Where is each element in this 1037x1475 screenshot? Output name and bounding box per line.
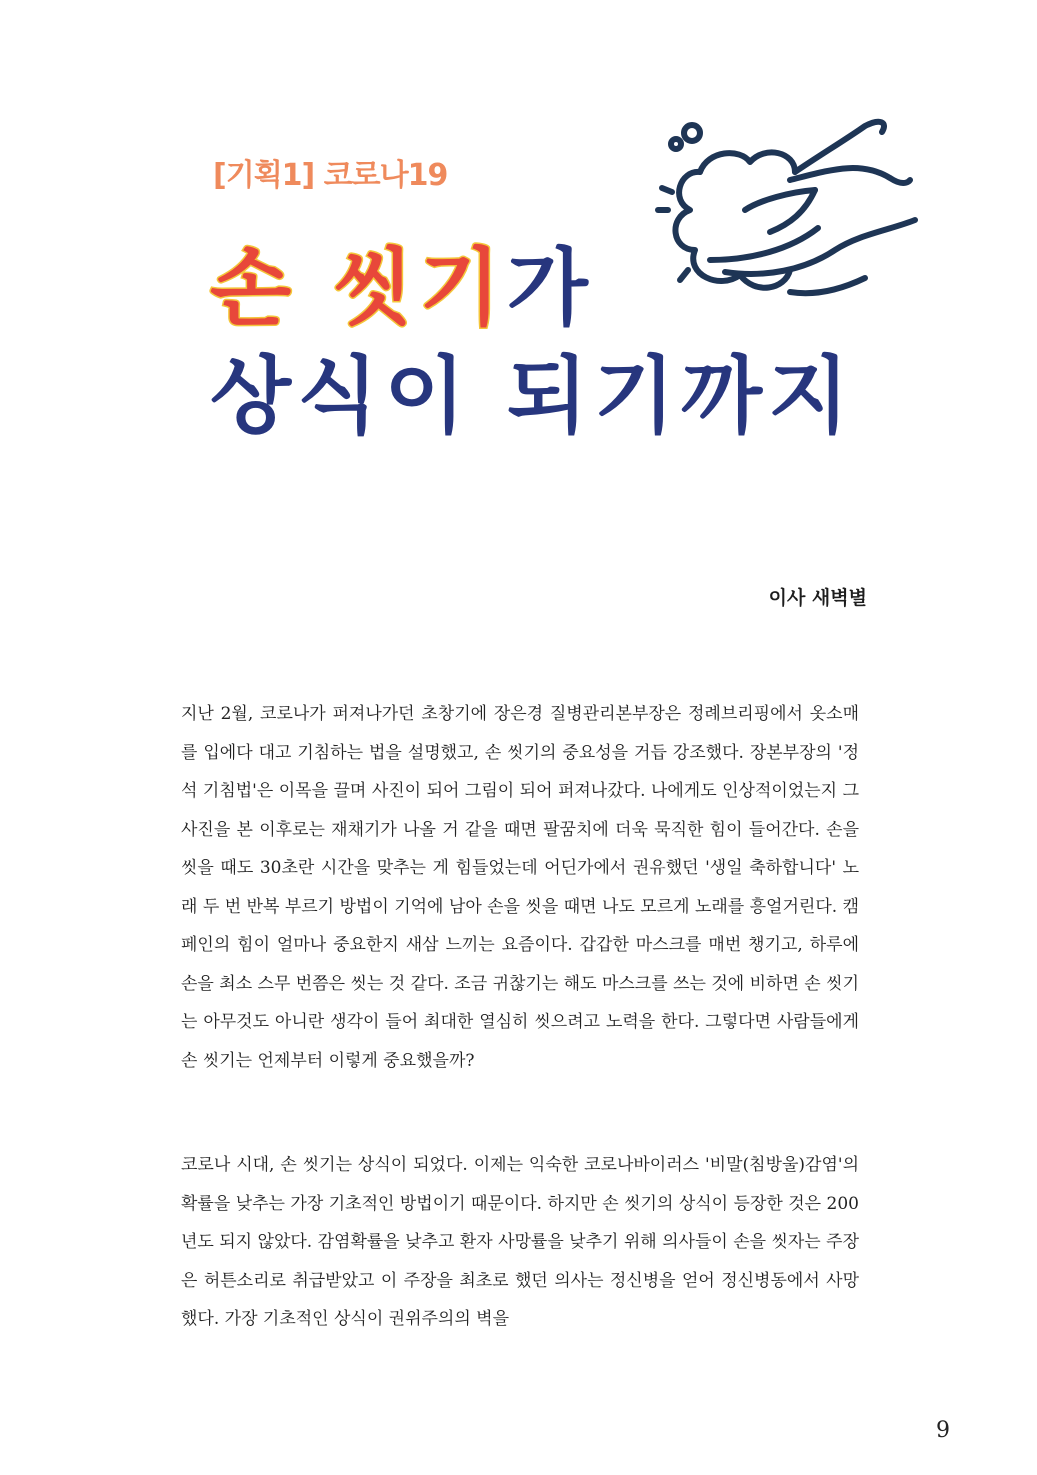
body-paragraph-1: 지난 2월, 코로나가 퍼져나가던 초창기에 장은경 질병관리본부장은 정례브리핑에서 옷소매를 입에다 대고 기침하는 법을 설명했고, 손 씻기의 중요성을 거듭 강조했다. 장본부장의 '정석 기침법'은 이목을 끌며 사진이 되어 그림이 되어 퍼져나갔다. 나에게도 인상적이었는지 그 사진을 본 이후로는 재채기가 나올 거 같을 때면 팔꿈치에 더욱 묵직한 힘이 들어간다. 손을 씻을 때도 30초란 시간을 맞추는 게 힘들었는데 어딘가에서 권유했던 '생일 축하합니다' 노래 두 번 반복 부르기 방법이 기억에 남아 손을 씻을 때면 나도 모르게 노래를 흥얼거린다. 캠페인의 힘이 얼마나 중요한지 새삼 느끼는 요즘이다. 갑갑한 마스크를 매번 챙기고, 하루에 손을 최소 스무 번쯤은 씻는 것 같다. 조금 귀찮기는 해도 마스크를 쓰는 것에 비하면 손 씻기는 아무것도 아니란 생각이 들어 최대한 열심히 씻으려고 노력을 한다. 그렇다면 사람들에게 손 씻기는 언제부터 이렇게 중요했을까? (181, 704, 859, 1071)
article-title-line1 (210, 238, 594, 338)
title-highlight: 손 씻기 (210, 239, 507, 337)
section-tag: [기획1] 코로나19 (213, 158, 448, 193)
hand-washing-icon (640, 100, 930, 320)
page-number: 9 (936, 1418, 950, 1443)
body-paragraph-2: 코로나 시대, 손 씻기는 상식이 되었다. 이제는 익숙한 코로나바이러스 '비말(침방울)감염'의 확률을 낮추는 가장 기초적인 방법이기 때문이다. 하지만 손 씻기의 상식이 등장한 것은 200년도 되지 않았다. 감염확률을 낮추고 환자 사망률을 낮추기 위해 의사들이 손을 씻자는 주장은 허튼소리로 취급받았고 이 주장을 최초로 했던 의사는 정신병을 얻어 정신병동에서 사망했다. 가장 기초적인 상식이 권위주의의 벽을 (181, 1155, 859, 1329)
article-title-line2: 상식이 되기까지 (210, 347, 856, 445)
title-suffix: 가 (506, 239, 594, 337)
author-name: 이사 새벽별 (768, 587, 867, 609)
